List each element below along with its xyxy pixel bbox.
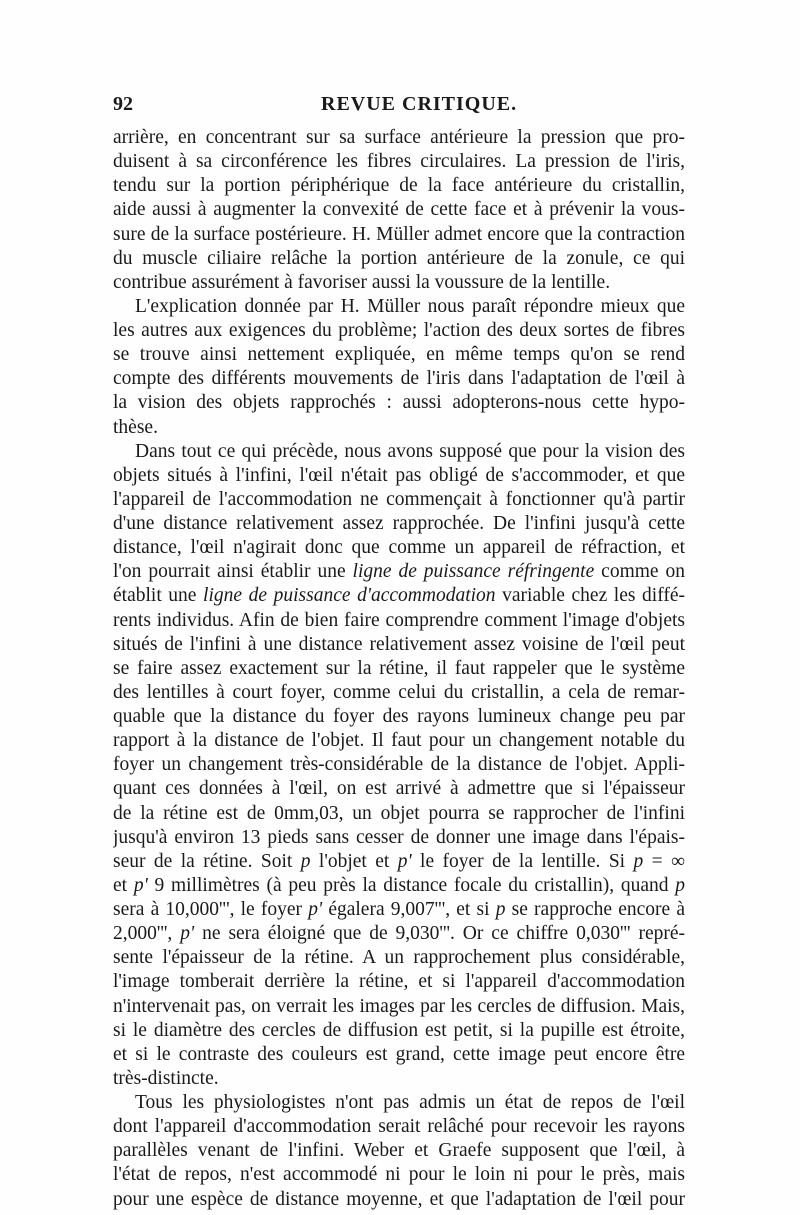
text-segment: L'explication donnée par H. Müller nous paraît répondre mieux que — [135, 295, 685, 317]
page-number: 92 — [113, 93, 133, 115]
text-line — [113, 1091, 685, 1115]
text-segment: se trouve ainsi nettement expliquée, en même temps qu'on se rend — [113, 344, 685, 366]
text-line — [113, 223, 685, 247]
text-segment: situés de l'infini à une distance relativement assez voisine de l'œil peut — [113, 633, 685, 655]
text-segment: pour une espèce de distance moyenne, et que l'adaptation de l'œil pour — [113, 1188, 685, 1210]
text-segment: ne sera éloigné que de 9,030'''. Or ce chiffre 0,030''' repré- — [194, 923, 685, 945]
text-line — [113, 681, 685, 705]
page-header — [113, 93, 685, 119]
text-segment: contribue assurément à favoriser aussi la voussure de la lentille. — [113, 271, 611, 293]
text-segment: se faire assez exactement sur la rétine, il faut rappeler que le système — [113, 657, 685, 679]
text-segment: 9 millimètres (à peu près la distance focale du cristallin), quand — [147, 874, 676, 896]
text-segment: et si le contraste des couleurs est grand, cette image peut encore être — [113, 1043, 685, 1065]
text-segment: l'image tomberait derrière la rétine, et si l'appareil d'accommodation — [113, 971, 685, 993]
text-line — [113, 729, 685, 753]
text-segment: objets situés à l'infini, l'œil n'était pas obligé de s'accommoder, et que — [113, 464, 685, 486]
text-line — [113, 1163, 685, 1187]
text-line — [113, 609, 685, 633]
text-segment: seur de la rétine. Soit — [113, 850, 301, 872]
text-segment: compte des différents mouvements de l'iris dans l'adaptation de l'œil à — [113, 368, 685, 390]
text-segment: égalera 9,007''', et si — [322, 899, 496, 920]
italic-text: p' — [308, 899, 323, 920]
text-line — [113, 440, 685, 464]
text-segment: rapport à la distance de l'objet. Il faut pour un changement notable du — [113, 730, 685, 752]
text-segment: les autres aux exigences du problème; l'action des deux sortes de fibres — [113, 320, 685, 341]
italic-text: p — [300, 850, 311, 872]
text-segment: quable que la distance du foyer des rayons lumineux change peu par — [113, 706, 685, 727]
running-title: REVUE CRITIQUE. — [321, 93, 518, 115]
text-segment: se rapproche encore à — [505, 899, 685, 920]
italic-text: p — [495, 899, 506, 920]
italic-text: ligne de puissance d'accommodation — [203, 585, 496, 607]
text-line — [113, 464, 685, 488]
text-line — [113, 1043, 685, 1067]
text-segment: parallèles venant de l'infini. Weber et Graefe supposent que l'œil, à — [113, 1140, 685, 1162]
text-segment: l'objet et — [310, 850, 398, 872]
text-line — [113, 416, 685, 440]
text-segment: jusqu'à environ 13 pieds sans cesser de donner une image dans l'épais- — [113, 826, 685, 848]
text-segment: sente l'épaisseur de la rétine. A un rapprochement plus considérable, — [113, 947, 685, 969]
italic-text: p' — [133, 874, 148, 896]
text-segment: si le diamètre des cercles de diffusion est petit, si la pupille est étroite, — [113, 1019, 685, 1041]
text-segment: dont l'appareil d'accommodation serait relâché pour recevoir les rayons — [113, 1116, 685, 1138]
text-segment: très-distincte. — [113, 1067, 219, 1089]
text-segment: n'intervenait pas, on verrait les images par les cercles de diffusion. Mais, — [113, 995, 685, 1017]
text-line — [113, 367, 685, 391]
text-segment: distance, l'œil n'agirait donc que comme un appareil de réfraction, et — [113, 537, 685, 559]
text-segment: quant ces données à l'œil, on est arrivé à admettre que si l'épaisseur — [113, 778, 685, 800]
italic-text: p' — [180, 923, 195, 945]
text-line — [113, 777, 685, 801]
text-segment: comme on — [594, 561, 685, 583]
text-line — [113, 391, 685, 415]
text-line — [113, 343, 685, 367]
italic-text: p' — [397, 850, 412, 872]
text-segment: l'appareil de l'accommodation ne commençait à fonctionner qu'à partir — [113, 488, 685, 510]
text-line — [113, 150, 685, 174]
text-line — [113, 1115, 685, 1139]
body-text — [113, 126, 685, 1212]
text-line — [113, 922, 685, 946]
text-line — [113, 1019, 685, 1043]
text-line — [113, 995, 685, 1019]
text-line — [113, 560, 685, 584]
text-segment: rents individus. Afin de bien faire comprendre comment l'image d'objets — [113, 609, 685, 631]
text-segment: variable chez les diffé- — [495, 585, 685, 607]
text-segment: duisent à sa circonférence les fibres circulaires. La pression de l'iris, — [113, 151, 685, 173]
text-line — [113, 1067, 685, 1091]
text-line — [113, 705, 685, 729]
text-segment: sure de la surface postérieure. H. Müller admet encore que la contraction — [113, 223, 685, 245]
text-segment: la vision des objets rapprochés : aussi adopterons-nous cette hypo- — [113, 392, 685, 414]
text-segment: l'état de repos, n'est accommodé ni pour le loin ni pour le près, mais — [113, 1164, 685, 1186]
text-line — [113, 874, 685, 898]
text-line — [113, 657, 685, 681]
text-segment: le foyer de la lentille. Si — [411, 850, 634, 872]
text-line — [113, 584, 685, 608]
text-segment: d'une distance relativement assez rapprochée. De l'infini jusqu'à cette — [113, 513, 685, 534]
text-line — [113, 1139, 685, 1163]
text-line — [113, 753, 685, 777]
text-segment: du muscle ciliaire relâche la portion antérieure de la zonule, ce qui — [113, 247, 685, 269]
text-segment: = ∞ — [643, 850, 685, 872]
text-segment: de la rétine est de 0mm,03, un objet pourra se rapprocher de l'infini — [113, 802, 685, 824]
text-line — [113, 802, 685, 826]
text-line — [113, 126, 685, 150]
text-segment: établit une — [113, 585, 204, 607]
text-segment: des lentilles à court foyer, comme celui du cristallin, a cela de remar- — [113, 681, 685, 703]
text-segment: thèse. — [113, 416, 158, 438]
text-line — [113, 512, 685, 536]
italic-text: ligne de puissance réfringente — [352, 561, 595, 583]
text-line — [113, 826, 685, 850]
text-segment: tendu sur la portion périphérique de la face antérieure du cristallin, — [113, 175, 685, 197]
text-segment: sera à 10,000''', le foyer — [113, 899, 309, 920]
text-segment: aide aussi à augmenter la convexité de cette face et à prévenir la vous- — [113, 199, 685, 221]
text-line — [113, 536, 685, 560]
text-line — [113, 850, 685, 874]
text-line — [113, 319, 685, 343]
text-segment: foyer un changement très-considérable de la distance de l'objet. Appli- — [113, 754, 685, 776]
text-line — [113, 898, 685, 922]
text-line — [113, 247, 685, 271]
italic-text: p — [633, 850, 644, 872]
text-line — [113, 271, 685, 295]
text-segment: Dans tout ce qui précède, nous avons supposé que pour la vision des — [135, 440, 685, 462]
text-line — [113, 946, 685, 970]
text-line — [113, 1188, 685, 1212]
text-segment: l'on pourrait ainsi établir une — [113, 561, 353, 583]
text-segment: arrière, en concentrant sur sa surface antérieure la pression que pro- — [113, 127, 685, 148]
text-line — [113, 488, 685, 512]
text-line — [113, 198, 685, 222]
text-segment: et — [113, 874, 134, 896]
text-line — [113, 970, 685, 994]
text-segment: 2,000''', — [113, 923, 181, 945]
text-segment: Tous les physiologistes n'ont pas admis un état de repos de l'œil — [135, 1092, 685, 1113]
text-line — [113, 633, 685, 657]
text-line — [113, 295, 685, 319]
text-line — [113, 174, 685, 198]
italic-text: p — [675, 874, 685, 896]
